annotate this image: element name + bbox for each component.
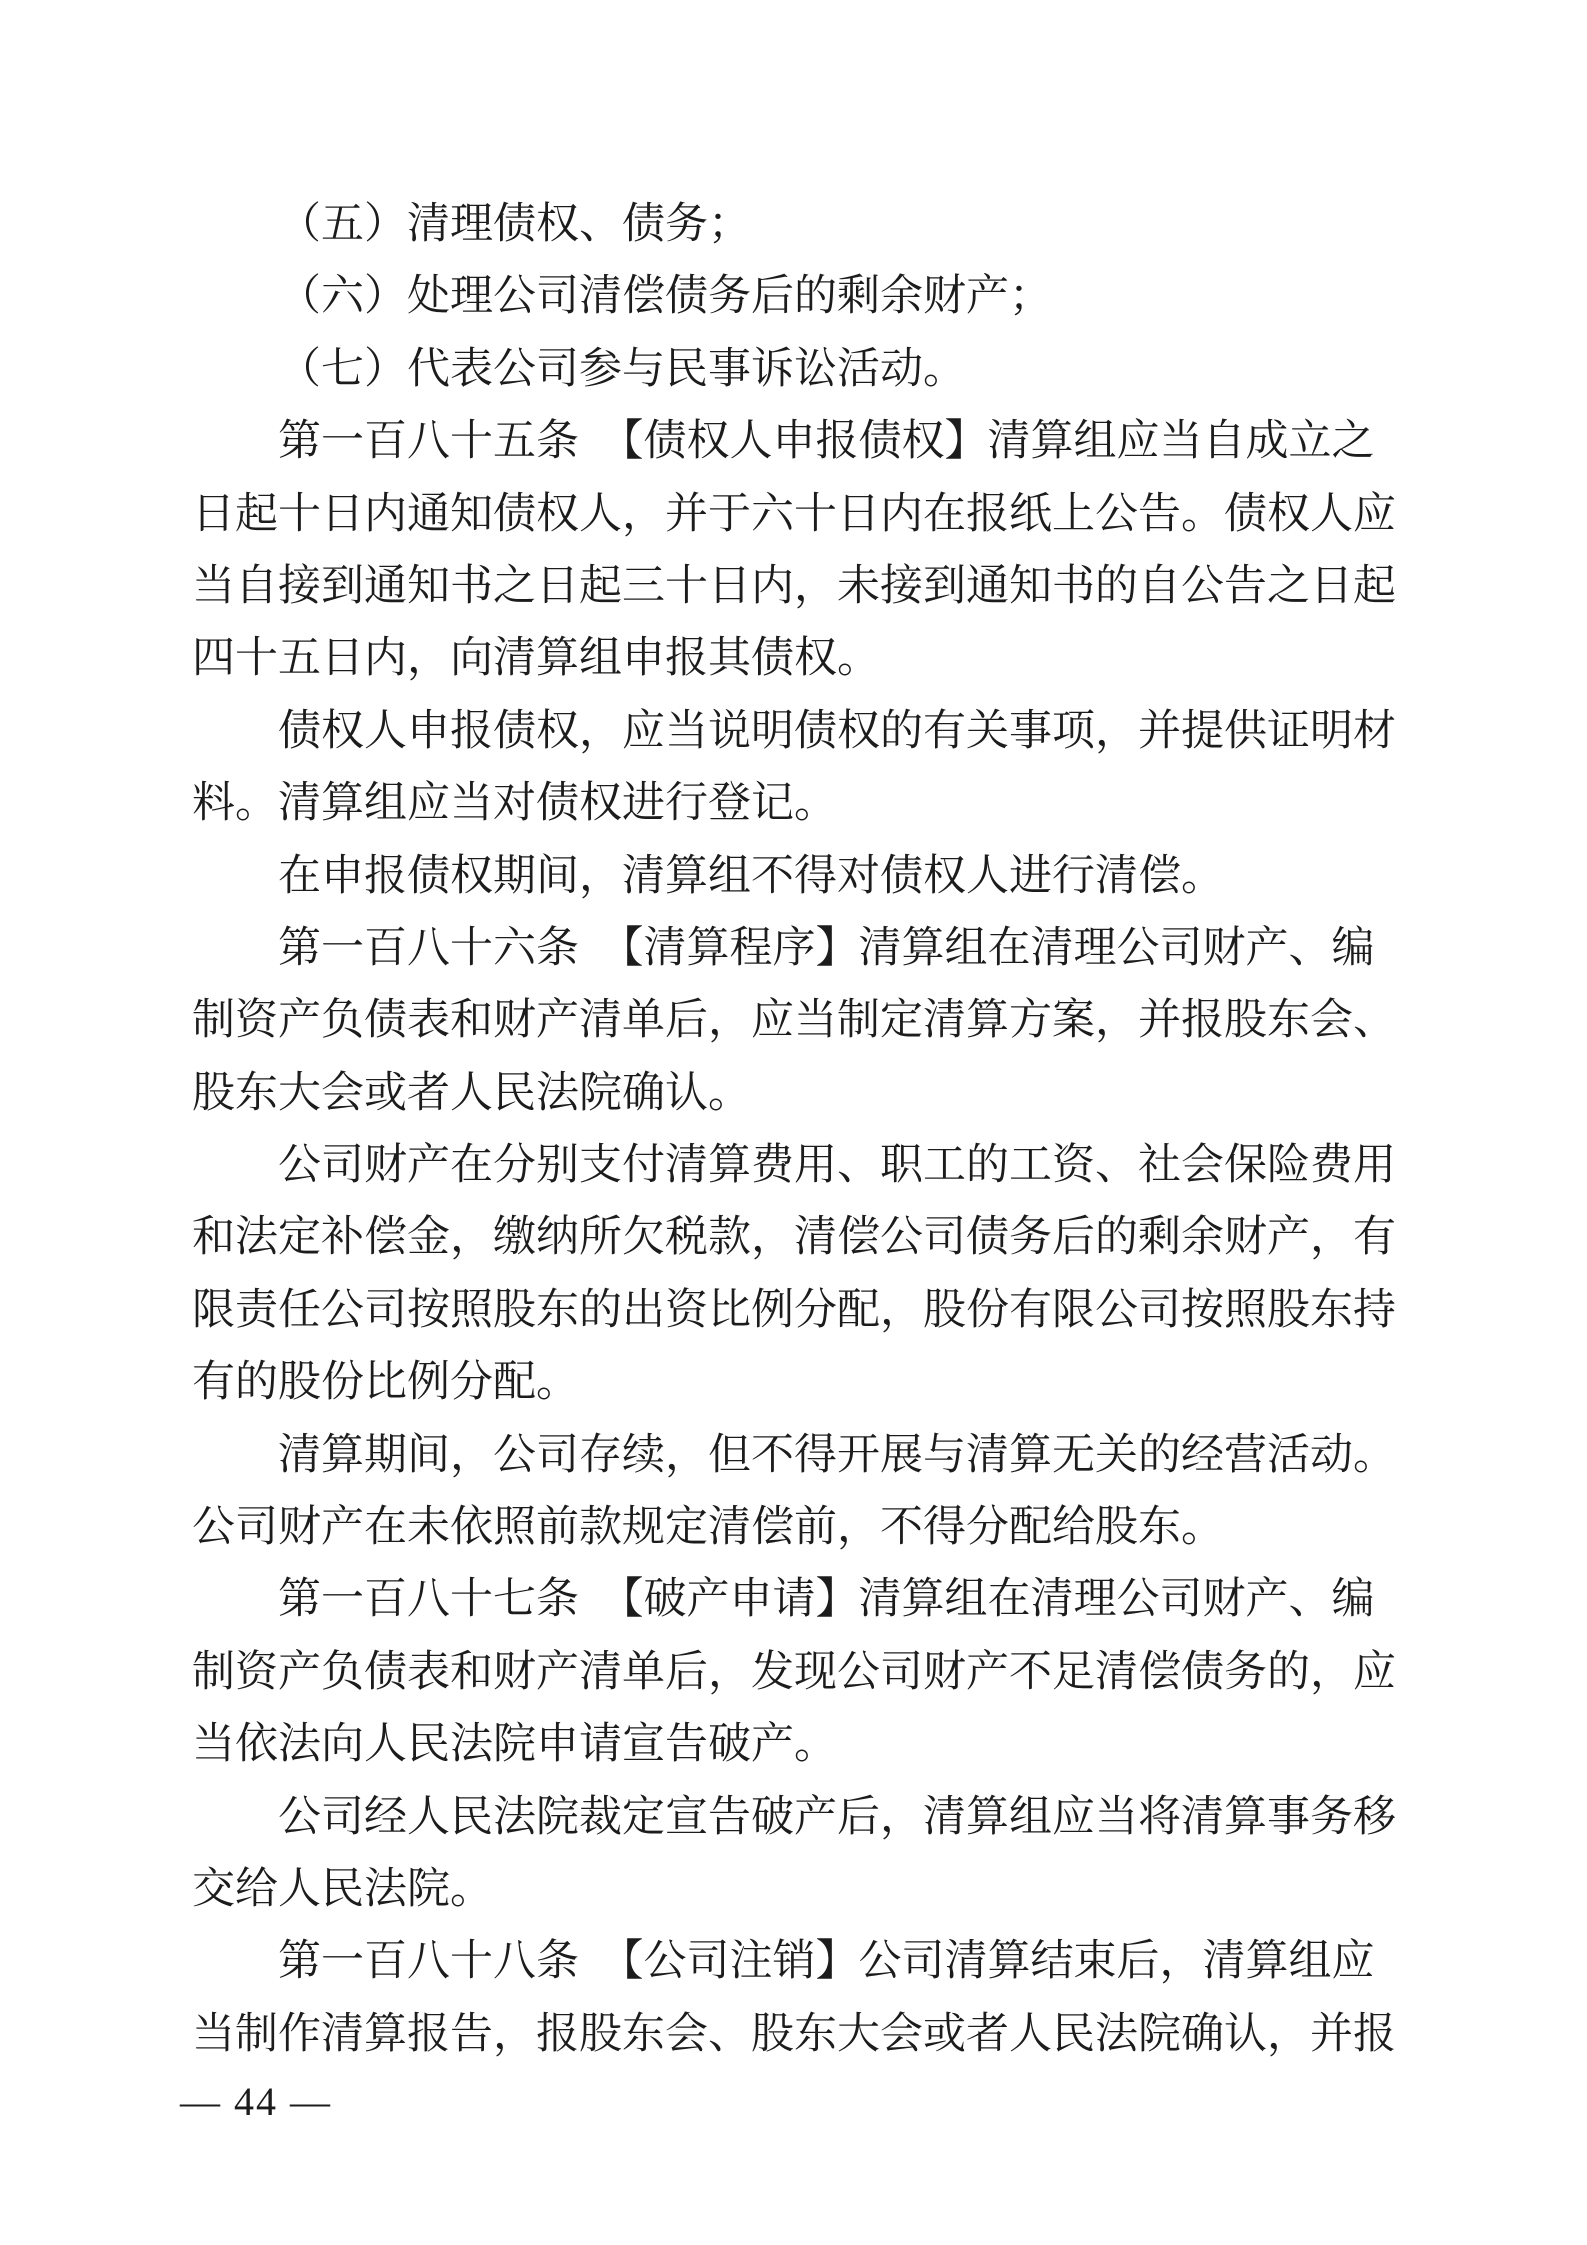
text-line: 公司财产在分别支付清算费用、职工的工资、社会保险费用 <box>278 1142 1396 1190</box>
text-line: 和法定补偿金，缴纳所欠税款，清偿公司债务后的剩余财产，有 <box>192 1214 1396 1262</box>
text-line: 第一百八十八条 【公司注销】公司清算结束后，清算组应 <box>278 1938 1375 1986</box>
text-line: 清算期间，公司存续，但不得开展与清算无关的经营活动。 <box>278 1431 1396 1479</box>
text-line: 有的股份比例分配。 <box>192 1359 579 1407</box>
text-line: 制资产负债表和财产清单后，发现公司财产不足清偿债务的，应 <box>192 1648 1396 1696</box>
text-line: 公司经人民法院裁定宣告破产后，清算组应当将清算事务移 <box>278 1793 1396 1841</box>
text-line: 公司财产在未依照前款规定清偿前，不得分配给股东。 <box>192 1504 1224 1552</box>
text-line: 第一百八十六条 【清算程序】清算组在清理公司财产、编 <box>278 924 1375 972</box>
text-line: 日起十日内通知债权人，并于六十日内在报纸上公告。债权人应 <box>192 490 1396 538</box>
text-line: 当自接到通知书之日起三十日内，未接到通知书的自公告之日起 <box>192 562 1396 610</box>
text-line: （六）处理公司清偿债务后的剩余财产； <box>278 273 1052 321</box>
text-line: 债权人申报债权，应当说明债权的有关事项，并提供证明材 <box>278 707 1396 755</box>
page-number: — 44 — <box>180 2079 332 2124</box>
text-line: 第一百八十五条 【债权人申报债权】清算组应当自成立之 <box>278 418 1375 466</box>
text-line: 料。清算组应当对债权进行登记。 <box>192 780 837 828</box>
text-line: 当制作清算报告，报股东会、股东大会或者人民法院确认，并报 <box>192 2010 1396 2058</box>
text-line: 第一百八十七条 【破产申请】清算组在清理公司财产、编 <box>278 1576 1375 1624</box>
text-line: 在申报债权期间，清算组不得对债权人进行清偿。 <box>278 852 1224 900</box>
text-line: 限责任公司按照股东的出资比例分配，股份有限公司按照股东持 <box>192 1286 1396 1334</box>
document-body <box>192 189 1432 2071</box>
text-line: 股东大会或者人民法院确认。 <box>192 1069 751 1117</box>
text-line: （五）清理债权、债务； <box>278 201 751 248</box>
text-line: 四十五日内，向清算组申报其债权。 <box>192 635 880 683</box>
text-line: 制资产负债表和财产清单后，应当制定清算方案，并报股东会、 <box>192 997 1396 1045</box>
text-line: 当依法向人民法院申请宣告破产。 <box>192 1721 837 1769</box>
text-line: （七）代表公司参与民事诉讼活动。 <box>278 345 966 393</box>
text-line: 交给人民法院。 <box>192 1865 493 1913</box>
